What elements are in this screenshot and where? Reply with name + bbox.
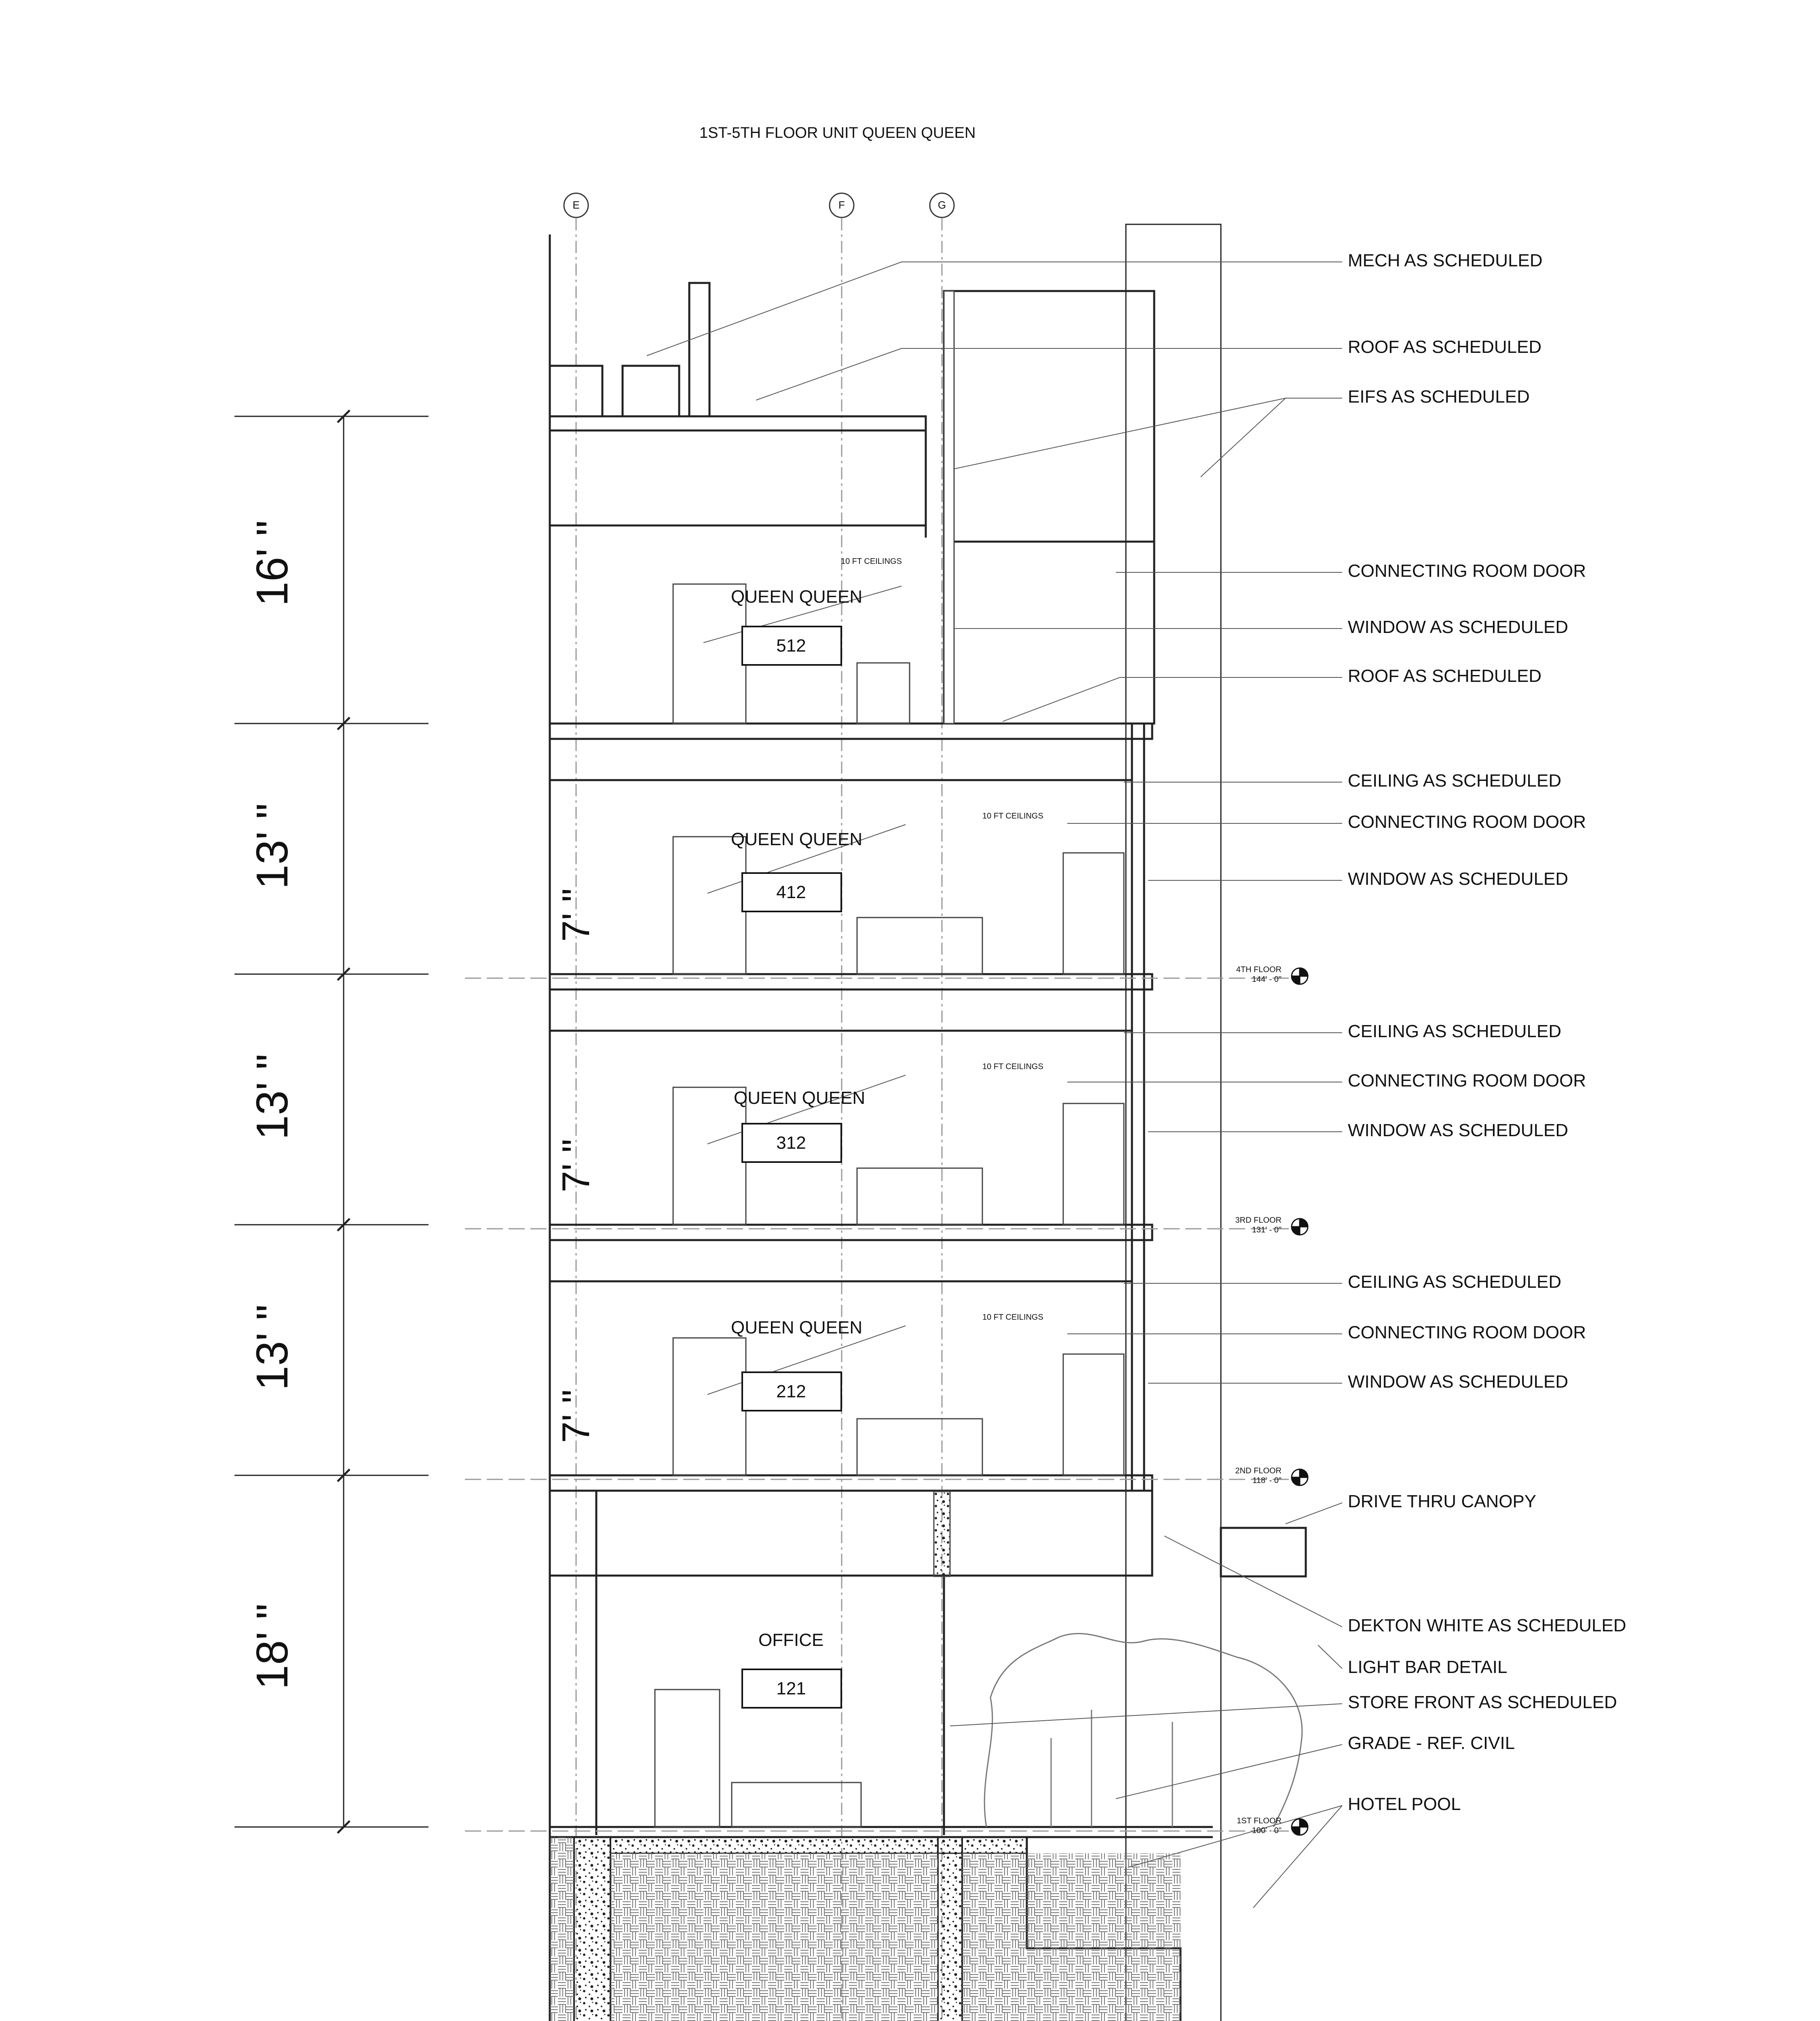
callout-roof: ROOF AS SCHEDULED [1348, 666, 1542, 686]
foundation [550, 1837, 1180, 2021]
building-structure [550, 224, 1314, 2021]
callout-leaders [647, 262, 1342, 1908]
grid-label-f: F [838, 199, 845, 211]
callout-light-bar: LIGHT BAR DETAIL [1348, 1657, 1508, 1677]
ceiling-note: 10 FT CEILINGS [841, 557, 902, 566]
room-tags [742, 627, 841, 1708]
door-height-dimension: 7' " [554, 1139, 598, 1192]
level-name: 3RD FLOOR [1235, 1216, 1282, 1225]
level-name: 1ST FLOOR [1237, 1816, 1282, 1825]
callout-connecting-door: CONNECTING ROOM DOOR [1348, 1323, 1586, 1342]
room-number: 121 [776, 1679, 806, 1698]
floor-height-dimension: 13' " [247, 1054, 297, 1140]
level-elevation: 100' - 0" [1252, 1826, 1282, 1835]
callout-connecting-door: CONNECTING ROOM DOOR [1348, 812, 1586, 832]
level-elevation: 131' - 0" [1252, 1226, 1282, 1234]
floor-height-dimension: 16' " [247, 520, 297, 606]
callout-connecting-door: CONNECTING ROOM DOOR [1348, 1071, 1586, 1091]
callout-ceiling: CEILING AS SCHEDULED [1348, 1021, 1562, 1041]
landscaping [984, 1633, 1302, 1827]
room-name: QUEEN QUEEN [731, 829, 863, 849]
grid-label-g: G [937, 199, 946, 211]
callout-hotel-pool: HOTEL POOL [1348, 1794, 1461, 1814]
room-name: OFFICE [758, 1630, 824, 1650]
callout-store-front: STORE FRONT AS SCHEDULED [1348, 1692, 1617, 1712]
door-height-dimension: 7' " [554, 1389, 598, 1443]
room-number: 512 [776, 636, 806, 656]
callout-grade: GRADE - REF. CIVIL [1348, 1733, 1515, 1753]
level-markers [1292, 968, 1308, 1835]
callout-window: WINDOW AS SCHEDULED [1348, 1372, 1569, 1392]
room-number: 312 [776, 1133, 806, 1153]
room-name: QUEEN QUEEN [731, 1318, 863, 1337]
ceiling-note: 10 FT CEILINGS [982, 1313, 1043, 1322]
callout-roof: ROOF AS SCHEDULED [1348, 337, 1542, 357]
room-number: 412 [776, 882, 806, 902]
level-elevation: 144' - 0" [1252, 975, 1282, 984]
ceiling-note: 10 FT CEILINGS [982, 812, 1043, 821]
floor-height-dimension: 18' " [247, 1603, 297, 1690]
floor-height-dimension: 13' " [247, 803, 297, 889]
callout-window: WINDOW AS SCHEDULED [1348, 869, 1569, 889]
sheet-header: 1ST-5TH FLOOR UNIT QUEEN QUEEN [699, 124, 976, 141]
ceiling-note: 10 FT CEILINGS [982, 1062, 1043, 1071]
callout-dekton-white: DEKTON WHITE AS SCHEDULED [1348, 1616, 1626, 1635]
room-number: 212 [776, 1382, 806, 1401]
callout-window: WINDOW AS SCHEDULED [1348, 617, 1569, 637]
grid-lines [576, 218, 942, 2021]
level-name: 2ND FLOOR [1235, 1466, 1282, 1475]
callout-ceiling: CEILING AS SCHEDULED [1348, 1272, 1562, 1292]
door-height-dimension: 7' " [554, 888, 598, 942]
room-furnishings [655, 291, 1124, 1827]
callout-window: WINDOW AS SCHEDULED [1348, 1120, 1569, 1140]
grid-bubbles [564, 193, 954, 217]
callout-connecting-door: CONNECTING ROOM DOOR [1348, 561, 1586, 581]
room-name: QUEEN QUEEN [734, 1088, 866, 1108]
callout-eifs: EIFS AS SCHEDULED [1348, 387, 1530, 407]
callout-drive-thru-canopy: DRIVE THRU CANOPY [1348, 1491, 1537, 1511]
level-name: 4TH FLOOR [1236, 965, 1282, 974]
callout-mech: MECH AS SCHEDULED [1348, 251, 1543, 270]
room-name: QUEEN QUEEN [731, 587, 863, 607]
callout-ceiling: CEILING AS SCHEDULED [1348, 771, 1562, 791]
floor-height-dimension: 13' " [247, 1304, 297, 1390]
level-elevation: 118' - 0" [1252, 1476, 1282, 1485]
grid-label-e: E [572, 199, 580, 211]
